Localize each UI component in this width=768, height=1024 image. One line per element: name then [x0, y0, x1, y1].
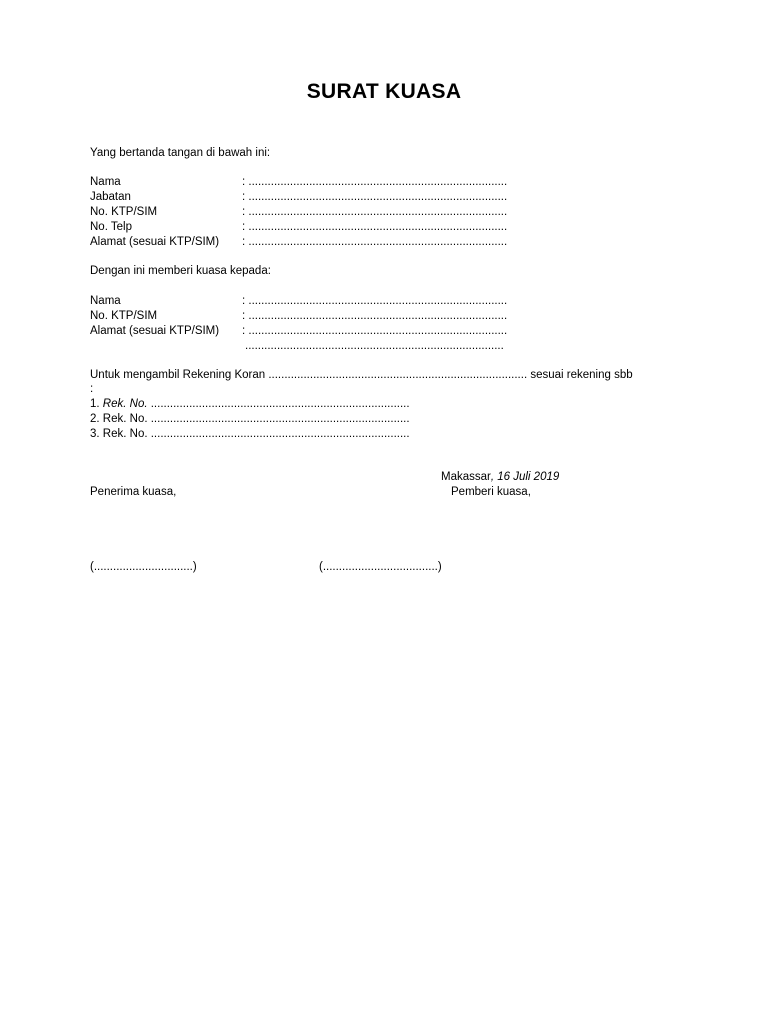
grantee-id-value: : ................................................................................. — [242, 310, 508, 322]
grantee-address-label: Alamat (sesuai KTP/SIM) — [90, 325, 220, 337]
grantor-phone-value: : ................................................................................. — [242, 221, 508, 233]
place-text: Makassar — [441, 471, 491, 483]
purpose-text-continuation: : — [90, 383, 94, 395]
grantor-name-value: : ................................................................................. — [242, 176, 508, 188]
intro-text: Yang bertanda tangan di bawah ini: — [90, 147, 271, 159]
grantor-phone-label: No. Telp — [90, 221, 132, 233]
grantor-id-value: : ................................................................................. — [242, 206, 508, 218]
grantor-position-value: : ................................................................................. — [242, 191, 508, 203]
account-dots: ................................................................................. — [147, 398, 410, 410]
grantee-address-continuation: ................................................................................. — [245, 340, 504, 352]
account-item — [90, 397, 410, 412]
grantor-address-label: Alamat (sesuai KTP/SIM) — [90, 236, 220, 248]
account-item — [90, 412, 410, 427]
recipient-signature-line: (...............................) — [90, 561, 197, 573]
giver-signature-line: (....................................) — [319, 561, 442, 573]
grantee-name-value: : ................................................................................. — [242, 295, 508, 307]
grantee-id-label: No. KTP/SIM — [90, 310, 158, 322]
account-label: Rek. No. — [102, 413, 148, 425]
account-label: Rek. No. — [102, 398, 148, 410]
account-dots: ................................................................................. — [147, 428, 410, 440]
grantee-address-value: : ................................................................................. — [242, 325, 508, 337]
grantor-position-label: Jabatan — [90, 191, 131, 203]
date-text: , 16 Juli 2019 — [490, 471, 560, 483]
account-item — [90, 427, 410, 442]
account-label: Rek. No. — [102, 428, 148, 440]
account-dots: ................................................................................. — [147, 413, 410, 425]
grantor-address-value: : ................................................................................. — [242, 236, 508, 248]
account-number-prefix: 2. — [90, 413, 103, 425]
grantee-name-label: Nama — [90, 295, 121, 307]
grantor-name-label: Nama — [90, 176, 121, 188]
account-number-prefix: 1. — [90, 398, 103, 410]
account-number-prefix: 3. — [90, 428, 103, 440]
grant-intro-text: Dengan ini memberi kuasa kepada: — [90, 265, 271, 277]
giver-label: Pemberi kuasa, — [451, 486, 531, 498]
recipient-label: Penerima kuasa, — [90, 486, 177, 498]
document-title: SURAT KUASA — [306, 80, 462, 103]
purpose-text: Untuk mengambil Rekening Koran ................................................................................. sesuai rekening sbb — [90, 369, 633, 381]
grantor-id-label: No. KTP/SIM — [90, 206, 158, 218]
place-date — [441, 470, 559, 485]
